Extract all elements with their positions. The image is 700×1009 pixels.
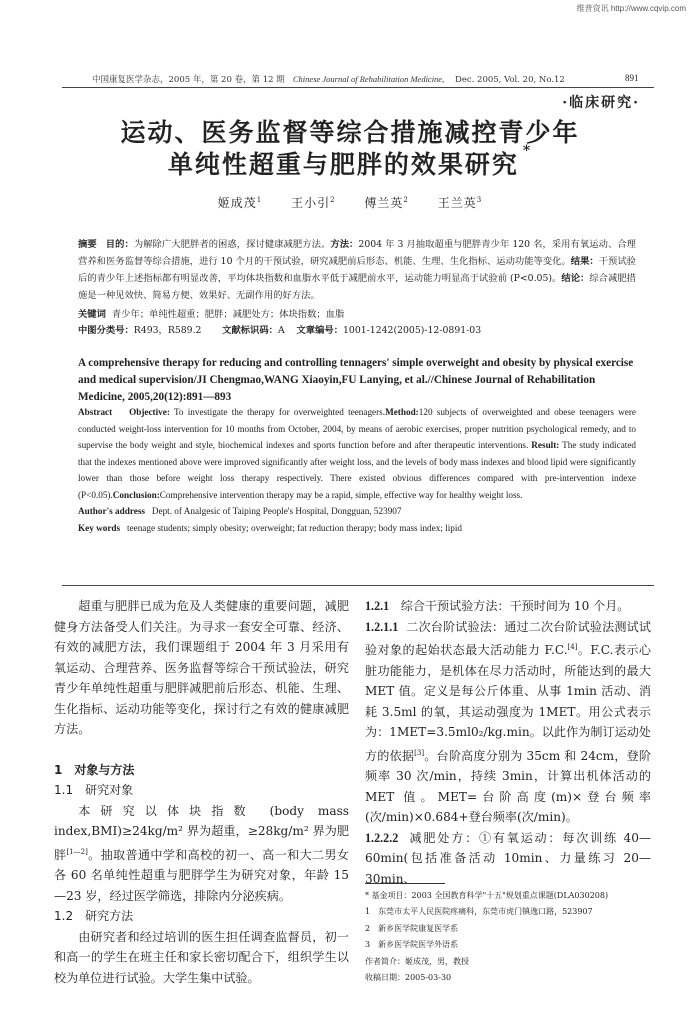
section-heading-1: 1 对象与方法 <box>54 762 135 777</box>
footnote-rule <box>365 883 445 884</box>
section-heading-1-2: 1.2 研究方法 <box>54 909 134 924</box>
page-number: 891 <box>625 73 639 83</box>
author-3: 傅兰英$^2$ <box>364 196 409 210</box>
cn-abstract: 摘要 目的：为解除广大肥胖者的困惑，探讨健康减肥方法。方法：2004 年 3 月抽取超重与肥胖青少年 120 名，采用有氧运动、合理营养和医务监督等综合措施，进行 10 个月的干预试验，研究减肥前后形态、机能、生理、生化指标、运动功能等变化。结果：干预试验后的青少年上述指标都有明显改善，平均体块指数和血脂水平低于减肥前水平，运动能力明显高于试验前 (P<0.05)。结论：综合减肥措施是一种见效快、简易方便、效果好、无副作用的好方法。 <box>78 239 636 301</box>
author-4: 王兰英$^3$ <box>437 196 483 210</box>
running-header-date: Dec. 2005, Vol. 20, No.12 <box>455 75 565 85</box>
paragraph-1-2: 由研究者和经过培训的医生担任调查监督员，初一和高一的学生在班主任和家长密切配合下，组织学生以校为单位进行试验。大学生集中试验。 <box>54 929 349 985</box>
intro-paragraph: 超重与肥胖已成为危及人类健康的重要问题，减肥健身方法备受人们关注。为寻求一套安全可靠、经济、有效的减肥方法，我们课题组于 2004 年 3 月采用有氧运动、合理营养、医务监督等综合干预试验法，研究青少年单纯性超重与肥胖减肥前后形态、机能、生理、生化指标、运动功能等变化，探讨行之有效的健康减肥方法。 <box>54 599 349 736</box>
en-title: A comprehensive therapy for reducing and controlling tennagers' simple overweight and obesity by physical exercise and medical supervision/JI Chengmao,WANG Xiaoyin,FU Lanying, et al.//Chinese Journal of Rehabilitation Medicine, 2005,20(12):891—893 <box>78 357 634 403</box>
abstract-rule <box>62 585 654 586</box>
en-author-address: Author's address Dept. of Analgesic of Taiping People's Hospital, Dongguan, 523907 <box>78 506 402 516</box>
section-1-2-1: 1.2.1 综合干预试验方法：干预时间为 10 个月。 <box>365 599 630 613</box>
section-1-2-1-1: 1.2.1.1 二次台阶试验法：通过二次台阶试验法测试试验对象的起始状态最大活动能力 F.C.[4]。F.C.表示心脏功能能力，是机体在尽力活动时，所能达到的最大 MET 值。定义是每公斤体重、从事 1min 活动、消耗 3.5ml 的氧，其运动强度为 1MET。用公式表示为：1MET=3.5ml0₂/kg.min。以此作为制订运动处方的依据[3]。台阶高度分别为 35cm 和 24cm，登阶频率 30 次/min，持续 3min，计算出机体活动的 MET 值。MET=台阶高度(m)×登台频率(次/min)×0.684+登台频率(次/min)。 <box>365 619 651 825</box>
footnote-fund: * 基金项目：2003 全国教育科学"十五"规划重点课题(DLA030208) <box>365 891 609 900</box>
paragraph-1-1: 本研究以体块指数 (body mass index,BMI)≥24kg/m² 界为超重，≥28kg/m² 界为肥胖[1—2]。抽取普通中学和高校的初一、高一和大二男女各 60 名单纯性超重与肥胖学生为研究对象，年龄 15—23 岁，经过医学筛选，排除内分泌疾病。 <box>54 803 349 903</box>
section-heading-1-1: 1.1 研究对象 <box>54 783 134 797</box>
footnote-affiliation-3: 3 新乡医学院医学外语系 <box>365 940 459 950</box>
footnotes <box>365 888 655 986</box>
title-line-2: 单纯性超重与肥胖的效果研究 * <box>167 143 533 179</box>
body-left-column <box>54 596 349 988</box>
running-header-cn: 中国康复医学杂志，2005 年，第 20 卷，第 12 期 <box>92 75 285 85</box>
title-line-1: 运动、医务监督等综合措施减控青少年 <box>120 118 580 147</box>
running-header <box>92 73 612 85</box>
title-footnote-mark: * <box>522 143 533 159</box>
cn-keywords: 关键词 青少年；单纯性超重；肥胖；减肥处方；体块指数；血脂 <box>78 309 345 320</box>
watermark: 维普资讯 http://www.cqvip.com <box>576 4 686 13</box>
cn-classification: 中图分类号：R493，R589.2 文献标识码：A 文章编号：1001-1242(2005)-12-0891-03 <box>78 325 482 336</box>
footnote-received-date: 收稿日期：2005-03-30 <box>365 973 452 983</box>
author-list <box>0 194 700 211</box>
body-right-column <box>365 596 651 889</box>
footnote-affiliation-2: 2 新乡医学院康复医学系 <box>365 923 459 933</box>
running-header-journal: Chinese Journal of Rehabilitation Medicine, <box>292 74 445 84</box>
section-tag: ·临床研究· <box>562 95 640 111</box>
author-1: 姬成茂$^1$ <box>217 196 263 210</box>
header-rule <box>62 87 654 88</box>
en-keywords: Key words teenage students; simply obesity; overweight; fat reduction therapy; body mass index; lipid <box>78 522 463 533</box>
en-abstract: Abstract Objective: To investigate the therapy for overweighted teenagers.Method:120 subjects of overweighted and obese teenagers were conducted weight-loss intervention for 10 months from October, 2004, by means of aerobic exercises, proper nutrition psychological remedy, and to supervise the body weight and style, biochemical indexes and sports function before and after therapeutic interventions. Result: The study indicated that the indexes mentioned above were improved significantly after weight loss, and the levels of body mass indexes and blood lipid were significantly lower than those before weight loss therapy respectively. There existed obvious differences compared with pre-intervention indexe (P<0.05).Conclusion:Comprehensive intervention therapy may be a rapid, simple, effective way for healthy weight loss. Author's address Dept. of Analgesic of Taiping People's Hospital, Dongguan, 523907 Key words teenage students; simply obesity; overweight; fat reduction therapy; body mass index; lipid <box>78 404 636 536</box>
section-1-2-2-2: 1.2.2.2 减肥处方：①有氧运动：每次训练 40—60min(包括准备活动 10min、力量练习 20—30min、 <box>365 830 651 886</box>
author-2: 王小引$^2$ <box>291 196 336 210</box>
footnote-affiliation-1: 1 东莞市太平人民医院疼痛科，东莞市虎门镇逸口路，523907 <box>365 907 593 917</box>
footnote-author-bio: 作者简介：姬成茂，男，教授 <box>365 956 469 966</box>
